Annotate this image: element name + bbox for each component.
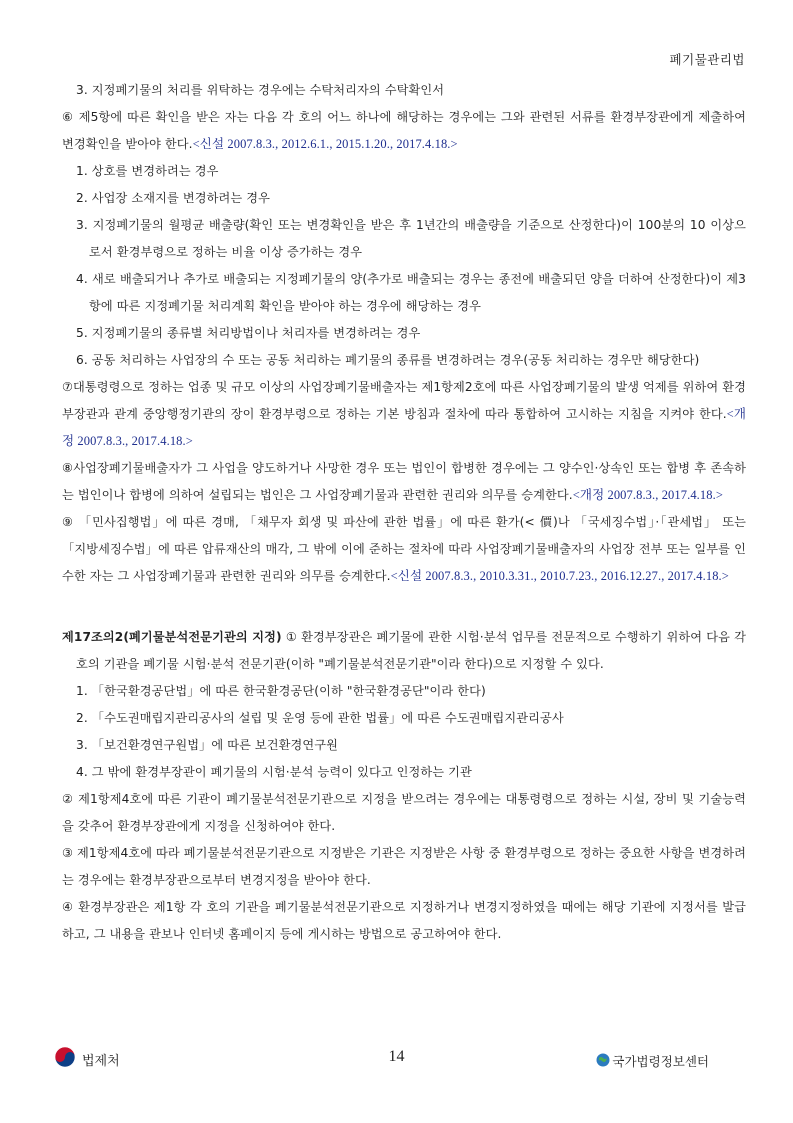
list-item [62,320,746,347]
amendment-note: <신설 2007.8.3., 2012.6.1., 2015.1.20., 2017.4.18.> [192,137,458,151]
list-item [62,77,746,104]
footer-right-label: 국가법령정보센터 [612,1054,709,1069]
paragraph-text: ⑨ 「민사집행법」에 따른 경매, 「채무자 회생 및 파산에 관한 법률」에 따른 환가(< 價)나 「국세징수법」·「관세법」 또는 「지방세징수법」에 따른 압류재산의 매각, 그 밖에 이에 준하는 절차에 따라 사업장폐기물배출자의 사업장 전부 또는 일부를 인수한 자는 그 사업장폐기물과 관련한 권리와 의무를 승계한다. [62,515,746,583]
amendment-note: <개정 2007.8.3., 2017.4.18.> [572,488,723,502]
paragraph-text: 3. 지정폐기물의 월평균 배출량(확인 또는 변경확인을 받은 후 1년간의 배출량을 기준으로 산정한다)이 100분의 10 이상으로서 환경부령으로 정하는 비율 이상 증가하는 경우 [76,218,746,259]
paragraph-text: ③ 제1항제4호에 따라 폐기물분석전문기관으로 지정받은 기관은 지정받은 사항 중 환경부령으로 정하는 중요한 사항을 변경하려는 경우에는 환경부장관으로부터 변경지정을 받아야 한다. [62,846,746,887]
paragraph-text: 3. 「보건환경연구원법」에 따른 보건환경연구원 [76,738,339,752]
footer-left-label: 법제처 [82,1053,120,1069]
list-item [62,678,746,705]
paragraph-text: 2. 사업장 소재지를 변경하려는 경우 [76,191,270,205]
list-item [62,347,746,374]
footer-right [596,1052,709,1070]
section-gap [62,590,746,624]
paragraph-text: 1. 「한국환경공단법」에 따른 한국환경공단(이하 "한국환경공단"이라 한다) [76,684,486,698]
list-item [62,158,746,185]
document-body [62,77,746,948]
page-number: 14 [388,1048,405,1065]
clause-paragraph [62,374,746,455]
list-item [62,185,746,212]
paragraph-text: 1. 상호를 변경하려는 경우 [76,164,219,178]
list-item [62,266,746,320]
article-title: 제17조의2(폐기물분석전문기관의 지정) [62,630,282,644]
page-header-title: 폐기물관리법 [669,52,745,67]
paragraph-text: 4. 그 밖에 환경부장관이 폐기물의 시험·분석 능력이 있다고 인정하는 기관 [76,765,472,779]
list-item [62,759,746,786]
paragraph-text: 6. 공동 처리하는 사업장의 수 또는 공동 처리하는 폐기물의 종류를 변경하려는 경우(공동 처리하는 경우만 해당한다) [76,353,700,367]
list-item [62,732,746,759]
paragraph-text: ④ 환경부장관은 제1항 각 호의 기관을 폐기물분석전문기관으로 지정하거나 변경지정하였을 때에는 해당 기관에 지정서를 발급하고, 그 내용을 관보나 인터넷 홈페이지 등에 게시하는 방법으로 공고하여야 한다. [62,900,746,941]
clause-paragraph [62,104,746,158]
paragraph-text: ① 환경부장관은 폐기물에 관한 시험·분석 업무를 전문적으로 수행하기 위하여 다음 각 호의 기관을 폐기물 시험·분석 전문기관(이하 "폐기물분석전문기관"이라 한다)으로 지정할 수 있다. [76,630,746,671]
clause-paragraph [62,840,746,894]
paragraph-text: 3. 지정폐기물의 처리를 위탁하는 경우에는 수탁처리자의 수탁확인서 [76,83,445,97]
globe-logo-icon [596,1053,610,1070]
paragraph-text: ⑧사업장폐기물배출자가 그 사업을 양도하거나 사망한 경우 또는 법인이 합병한 경우에는 그 양수인·상속인 또는 합병 후 존속하는 법인이나 합병에 의하여 설립되는 법인은 그 사업장폐기물과 관련한 권리와 의무를 승계한다. [62,461,746,502]
amendment-note: <개정 2007.8.3., 2017.4.18.> [62,407,746,448]
list-item [62,705,746,732]
paragraph-text: 2. 「수도권매립지관리공사의 설립 및 운영 등에 관한 법률」에 따른 수도권매립지관리공사 [76,711,564,725]
clause-paragraph [62,509,746,590]
amendment-note: <신설 2007.8.3., 2010.3.31., 2010.7.23., 2016.12.27., 2017.4.18.> [390,569,729,583]
paragraph-text: ② 제1항제4호에 따른 기관이 폐기물분석전문기관으로 지정을 받으려는 경우에는 대통령령으로 정하는 시설, 장비 및 기술능력을 갖추어 환경부장관에게 지정을 신청하여야 한다. [62,792,746,833]
paragraph-text: ⑥ 제5항에 따른 확인을 받은 자는 다음 각 호의 어느 하나에 해당하는 경우에는 그와 관련된 서류를 환경부장관에게 제출하여 변경확인을 받아야 한다. [62,110,746,151]
clause-paragraph [62,455,746,509]
paragraph-text: 5. 지정폐기물의 종류별 처리방법이나 처리자를 변경하려는 경우 [76,326,421,340]
paragraph-text: 4. 새로 배출되거나 추가로 배출되는 지정폐기물의 양(추가로 배출되는 경우는 종전에 배출되던 양을 더하여 산정한다)이 제3항에 따른 지정폐기물 처리계획 확인을 받아야 하는 경우에 해당하는 경우 [76,272,746,313]
clause-paragraph [62,894,746,948]
paragraph-text: ⑦대통령령으로 정하는 업종 및 규모 이상의 사업장폐기물배출자는 제1항제2호에 따른 사업장폐기물의 발생 억제를 위하여 환경부장관과 관계 중앙행정기관의 장이 환경부령으로 정하는 기본 방침과 절차에 따라 통합하여 고시하는 지침을 지켜야 한다. [62,380,746,421]
list-item [62,212,746,266]
clause-paragraph [62,786,746,840]
article-paragraph [62,624,746,678]
